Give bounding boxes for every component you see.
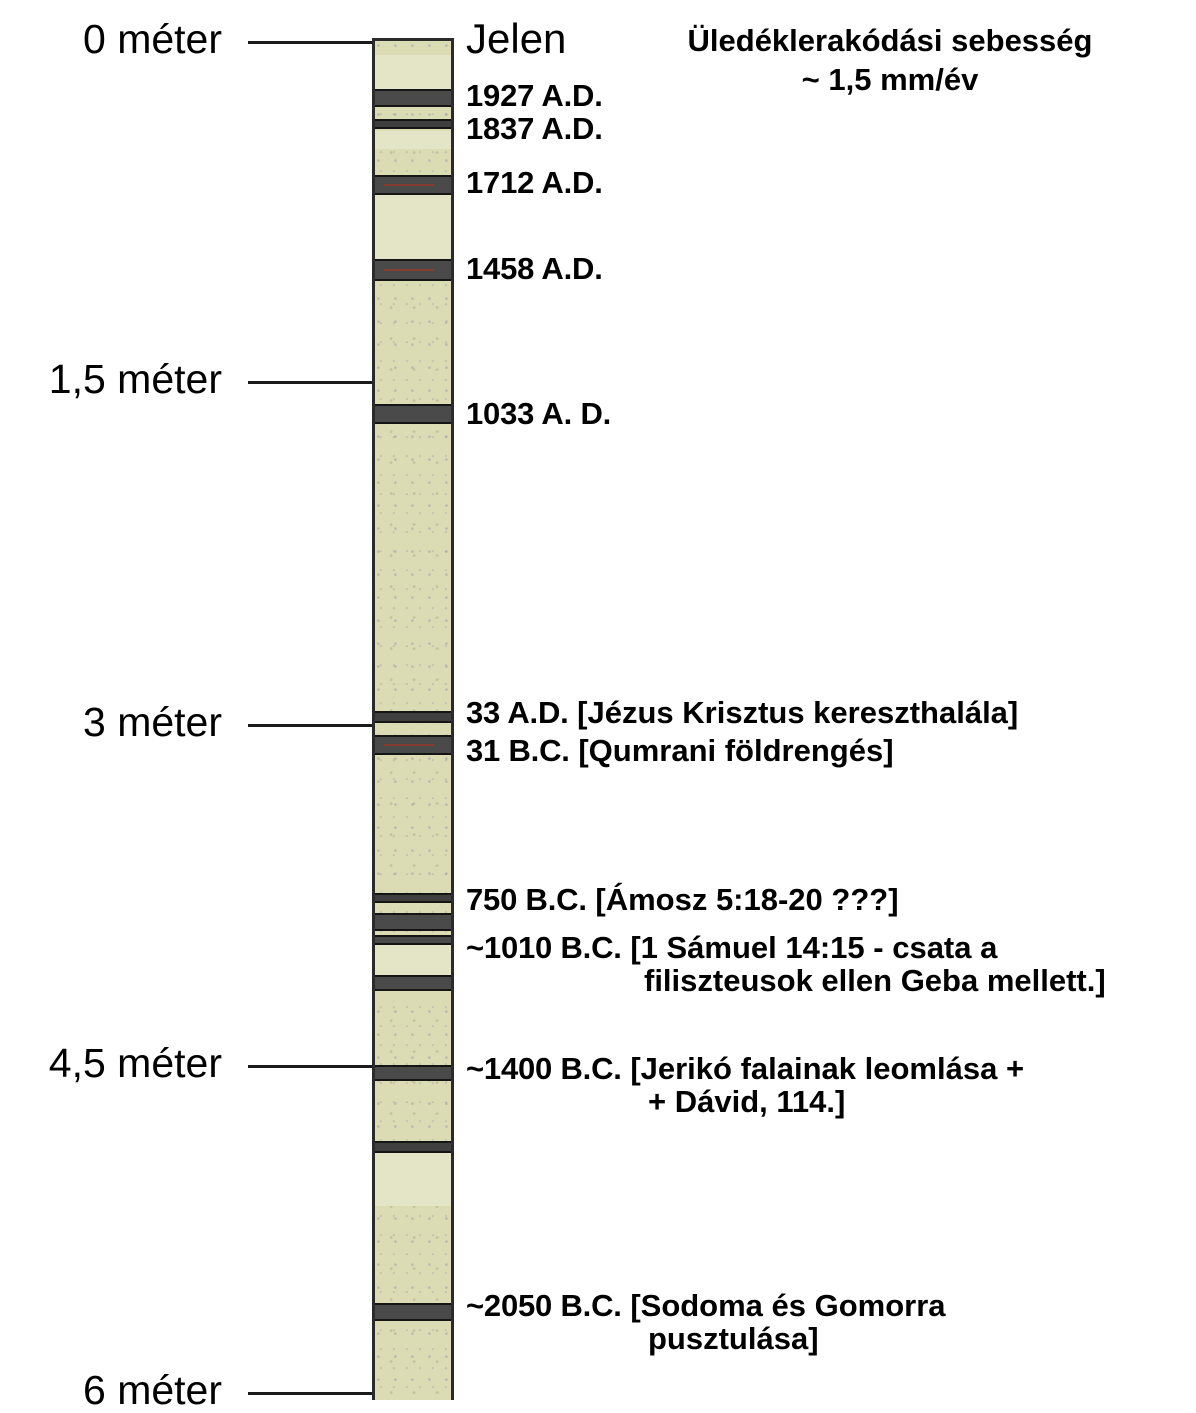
event-description-line2: filiszteusok ellen Geba mellett.] bbox=[644, 962, 1106, 998]
event-annotation-1400bc bbox=[466, 1053, 1196, 1119]
seismite-band-750bc bbox=[375, 893, 451, 903]
event-annotation-750bc bbox=[466, 884, 899, 917]
sediment-layer-light-3 bbox=[375, 191, 451, 269]
event-description: [1 Sámuel 14:15 - csata a bbox=[630, 930, 998, 965]
rate-caption-line1: Üledéklerakódási sebesség bbox=[687, 23, 1093, 58]
seismite-band-mid bbox=[375, 1141, 451, 1153]
event-annotation-31bc bbox=[466, 735, 894, 768]
event-date: ~1400 B.C. bbox=[466, 1051, 622, 1086]
depth-label-1-5m: 1,5 méter bbox=[48, 356, 222, 402]
band-marker-line bbox=[384, 269, 434, 271]
event-annotation-1458 bbox=[466, 253, 603, 286]
sediment-layer-light-2 bbox=[375, 131, 451, 149]
band-marker-line bbox=[384, 744, 434, 746]
event-description: [Jézus Krisztus kereszthalála] bbox=[577, 695, 1019, 730]
event-description: [Qumrani földrengés] bbox=[578, 733, 894, 768]
seismite-band-1837 bbox=[375, 119, 451, 129]
event-date: 33 A.D. bbox=[466, 695, 569, 730]
event-description-line2: + Dávid, 114.] bbox=[648, 1083, 846, 1119]
rate-caption-line2: ~ 1,5 mm/év bbox=[801, 61, 979, 97]
event-annotation-1927 bbox=[466, 80, 603, 113]
sediment-layer-light-5 bbox=[375, 1146, 451, 1206]
seismite-band-1033 bbox=[375, 404, 451, 424]
event-date: 1927 A.D. bbox=[466, 78, 603, 113]
seismite-band-750bc-b bbox=[375, 913, 451, 931]
depth-tick-0m bbox=[248, 41, 372, 44]
seismite-band-1010bc-top bbox=[375, 935, 451, 945]
seismite-band-1927 bbox=[375, 89, 451, 107]
depth-tick-3m bbox=[248, 724, 372, 727]
depth-tick-4-5m bbox=[248, 1065, 372, 1068]
event-annotation-1033 bbox=[466, 398, 611, 431]
event-date: 31 B.C. bbox=[466, 733, 570, 768]
event-description: [Sodoma és Gomorra bbox=[630, 1288, 946, 1323]
event-date: 1837 A.D. bbox=[466, 111, 603, 146]
seismite-band-1010bc bbox=[375, 975, 451, 991]
band-marker-line bbox=[384, 184, 434, 186]
seismite-band-31bc bbox=[375, 735, 451, 755]
depth-label-0m: 0 méter bbox=[83, 16, 222, 62]
event-description: [Jerikó falainak leomlása + bbox=[630, 1051, 1025, 1086]
present-day-label: Jelen bbox=[466, 15, 567, 62]
seismite-band-1712 bbox=[375, 175, 451, 195]
seismite-band-1400bc bbox=[375, 1065, 451, 1081]
event-date: 1712 A.D. bbox=[466, 165, 603, 200]
seismite-band-1458 bbox=[375, 259, 451, 281]
seismite-band-2050bc bbox=[375, 1303, 451, 1321]
event-annotation-1010bc bbox=[466, 932, 1196, 998]
event-date: 750 B.C. bbox=[466, 882, 587, 917]
depth-label-3m: 3 méter bbox=[83, 699, 222, 745]
event-annotation-2050bc bbox=[466, 1290, 1196, 1356]
event-description: [Ámosz 5:18-20 ???] bbox=[595, 882, 899, 917]
event-date: 1033 A. D. bbox=[466, 396, 612, 431]
event-annotation-1837 bbox=[466, 113, 603, 146]
event-date: 1458 A.D. bbox=[466, 251, 603, 286]
depth-tick-1-5m bbox=[248, 381, 372, 384]
event-date: ~1010 B.C. bbox=[466, 930, 622, 965]
sediment-core-column bbox=[372, 38, 454, 1400]
event-annotation-1712 bbox=[466, 167, 603, 200]
depth-tick-6m bbox=[248, 1392, 372, 1395]
event-description-line2: pusztulása] bbox=[648, 1320, 819, 1356]
event-date: ~2050 B.C. bbox=[466, 1288, 622, 1323]
event-annotation-33ad bbox=[466, 697, 1018, 730]
seismite-band-33ad bbox=[375, 711, 451, 723]
sedimentation-rate-caption bbox=[620, 22, 1160, 100]
depth-label-6m: 6 méter bbox=[83, 1367, 222, 1413]
depth-label-4-5m: 4,5 méter bbox=[48, 1040, 222, 1086]
